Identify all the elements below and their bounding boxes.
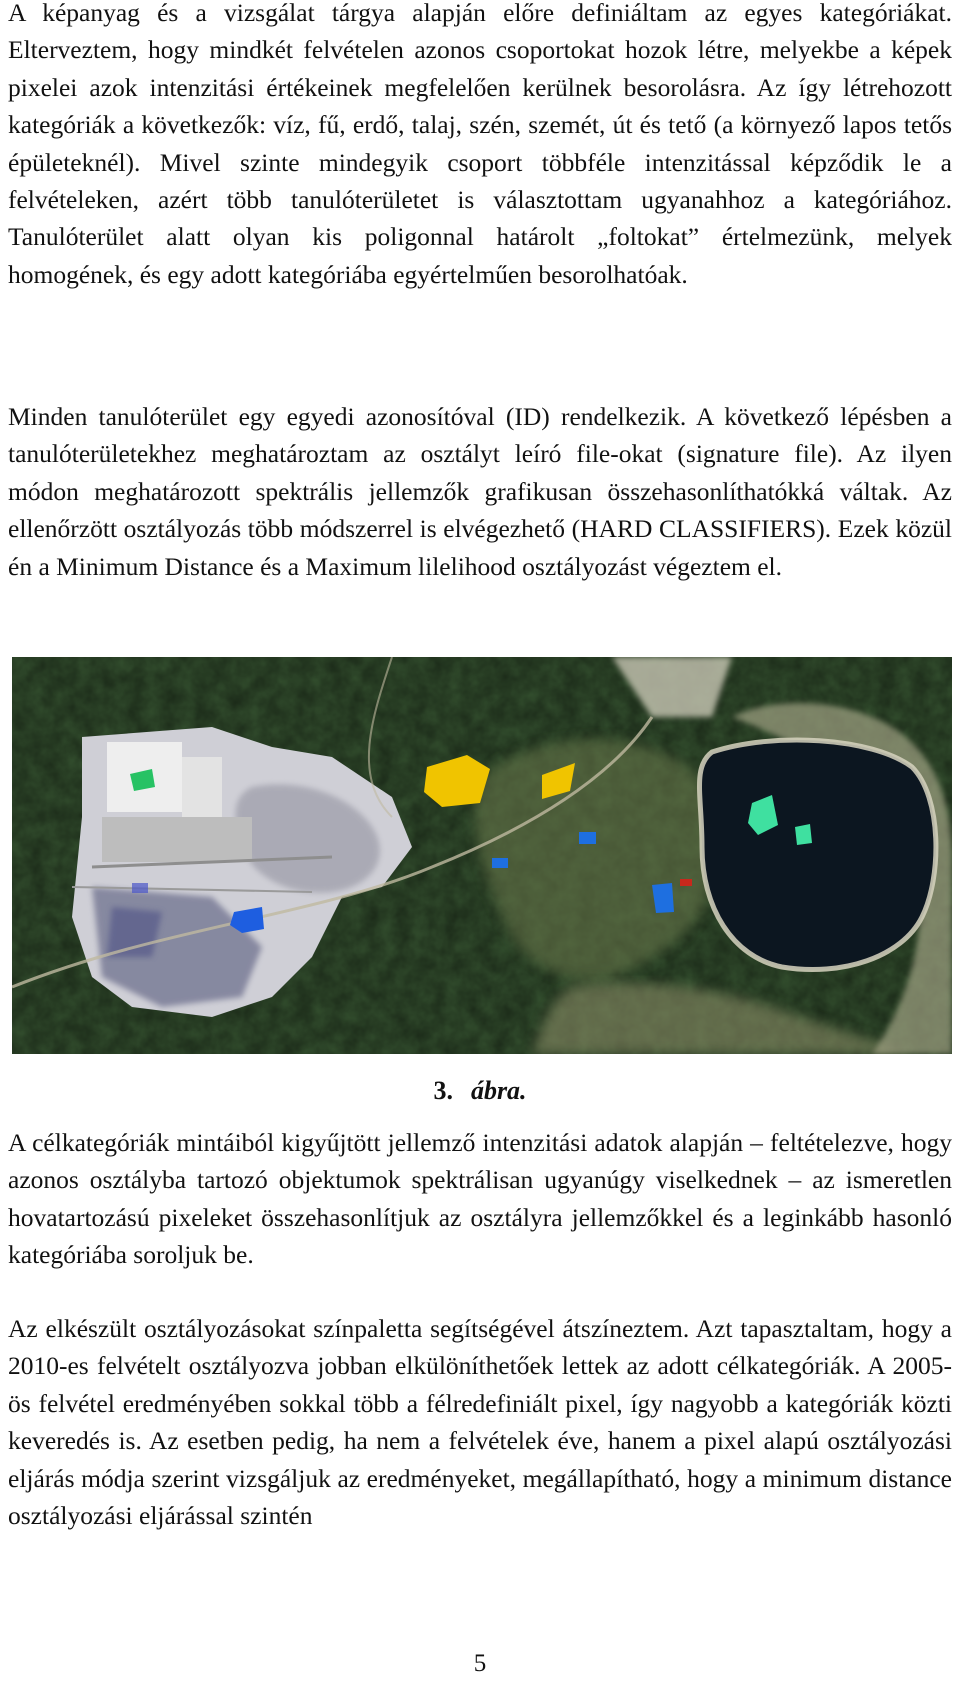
satellite-image-figure: [12, 657, 952, 1054]
training-area-purple-small: [132, 883, 148, 893]
training-area-red-small: [680, 879, 692, 886]
paragraph-results: Az elkészült osztályozásokat színpaletta segítségével átszíneztem. Azt tapasztaltam, hogy a 2010-es felvételt osztályozva jobban elkülöníthetőek lettek az adott célkategóriák. A 2005-ös felvétel eredményében sokkal több a félredefiniált pixel, így nagyobb a kategóriák közti keveredés is. Az esetben pedig, ha nem a felvételek éve, hanem a pixel alapú osztályozási eljárás módja szerint vizsgáljuk az eredményeket, megállapítható, hogy a minimum distance osztályozási eljárással szintén: [8, 1314, 952, 1531]
figure-caption: [0, 1076, 960, 1106]
training-area-blue-small-1: [579, 832, 596, 844]
paragraph-training-areas: Minden tanulóterület egy egyedi azonosítóval (ID) rendelkezik. A következő lépésben a tanulóterületekhez meghatároztam az osztályt leíró file-okat (signature file). Az ilyen módon meghatározott spektrális jellemzők grafikusan összehasonlíthatókká váltak. Az ellenőrzött osztályozás több módszerrel is elvégezhető (HARD CLASSIFIERS). Ezek közül én a Minimum Distance és a Maximum lilelihood osztályozást végeztem el.: [8, 402, 952, 581]
page-number: 5: [473, 1650, 487, 1677]
figure-caption-number: 3.: [433, 1076, 453, 1105]
paragraph-categories: A képanyag és a vizsgálat tárgya alapján előre definiáltam az egyes kategóriákat. Elterveztem, hogy mindkét felvételen azonos csoportokat hozok létre, melyekbe a képek pixelei azok intenzitási értékeinek megfelelően kerülnek besorolásra. Az így létrehozott kategóriák a következők: víz, fű, erdő, talaj, szén, szemét, út és tető (a környező lapos tetős épületeknél). Mivel szinte mindegyik csoport többféle intenzitással képződik le a felvételeken, azért több tanulóterületet is választottam ugyanahhoz a kategóriához. Tanulóterület alatt olyan kis poligonnal határolt „foltokat” értelmezünk, melyek homogének, és egy adott kategóriába egyértelműen besorolhatóak.: [8, 0, 952, 289]
paragraph-method: A célkategóriák mintáiból kigyűjtött jellemző intenzitási adatok alapján – feltételezve, hogy azonos osztályba tartozó objektumok spektrálisan ugyanúgy viselkednek – az ismeretlen hovatartozású pixeleket összehasonlítjuk az osztályra jellemzőkkel és a leginkább hasonló kategóriába soroljuk be.: [8, 1128, 952, 1270]
training-area-water-2: [795, 824, 812, 845]
lake-water: [700, 740, 936, 970]
training-area-blue-small-2: [492, 858, 508, 868]
figure-caption-word: ábra.: [470, 1076, 527, 1105]
satellite-image: [12, 657, 952, 1054]
